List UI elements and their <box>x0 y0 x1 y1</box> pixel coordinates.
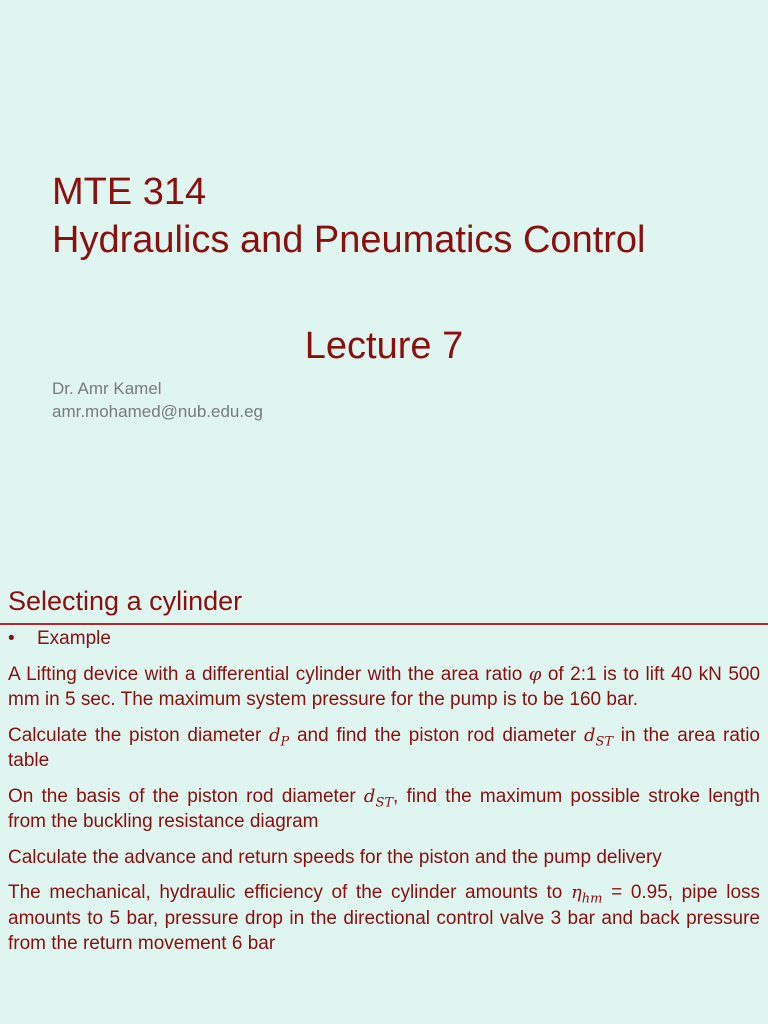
text-run: = 0.95, pipe loss amounts to 5 bar, pressure drop in the directional control valve 3 bar and back pressure from the return movement 6 bar <box>8 882 761 954</box>
math-base: d <box>269 724 281 746</box>
math-base: d <box>363 785 376 807</box>
math-subscript: P <box>280 734 290 750</box>
text-run: and find the piston rod diameter <box>296 724 577 746</box>
slide-body <box>8 626 760 967</box>
text-run: of 2:1 is to lift 40 kN 500 mm in 5 sec. The maximum system pressure for the pump is to be 160 bar. <box>8 663 761 710</box>
math-symbol <box>583 724 614 750</box>
math-symbol <box>269 724 290 750</box>
problem-statement <box>8 662 760 713</box>
text-run: On the basis of the piston rod diameter <box>8 785 356 807</box>
math-symbol <box>570 882 603 907</box>
task-piston-diameter <box>8 723 760 774</box>
course-title: Hydraulics and Pneumatics Control <box>52 219 646 261</box>
lecture-number: Lecture 7 <box>304 325 464 367</box>
heading-divider <box>0 623 768 625</box>
math-base: η <box>570 882 582 903</box>
course-code: MTE 314 <box>52 171 207 213</box>
task-efficiency <box>8 880 760 957</box>
text-run: The mechanical, hydraulic efficiency of the cylinder amounts to <box>8 882 563 903</box>
author-email: amr.mohamed@nub.edu.eg <box>52 402 263 421</box>
author-block <box>52 377 263 423</box>
math-subscript: ST <box>595 734 614 750</box>
bullet-icon: • <box>8 628 15 649</box>
bullet-item <box>8 626 760 652</box>
text-run: Calculate the advance and return speeds for the piston and the pump delivery <box>8 846 662 868</box>
author-name: Dr. Amr Kamel <box>52 379 162 398</box>
math-symbol <box>363 785 394 811</box>
math-symbol: φ <box>528 663 542 685</box>
slide-heading: Selecting a cylinder <box>8 586 243 616</box>
slide-title <box>52 168 646 264</box>
math-base: d <box>583 724 596 746</box>
task-speeds <box>8 845 760 871</box>
text-run: Calculate the piston diameter <box>8 724 262 746</box>
task-stroke-length <box>8 784 760 835</box>
math-subscript: hm <box>581 891 603 907</box>
text-run: A Lifting device with a differential cylinder with the area ratio <box>8 663 523 685</box>
math-subscript: ST <box>375 795 394 811</box>
bullet-text: Example <box>37 628 111 649</box>
content-slide <box>0 568 768 1024</box>
text-run: in the area ratio table <box>8 724 760 771</box>
text-run: , find the maximum possible stroke length from the buckling resistance diagram <box>8 785 760 832</box>
